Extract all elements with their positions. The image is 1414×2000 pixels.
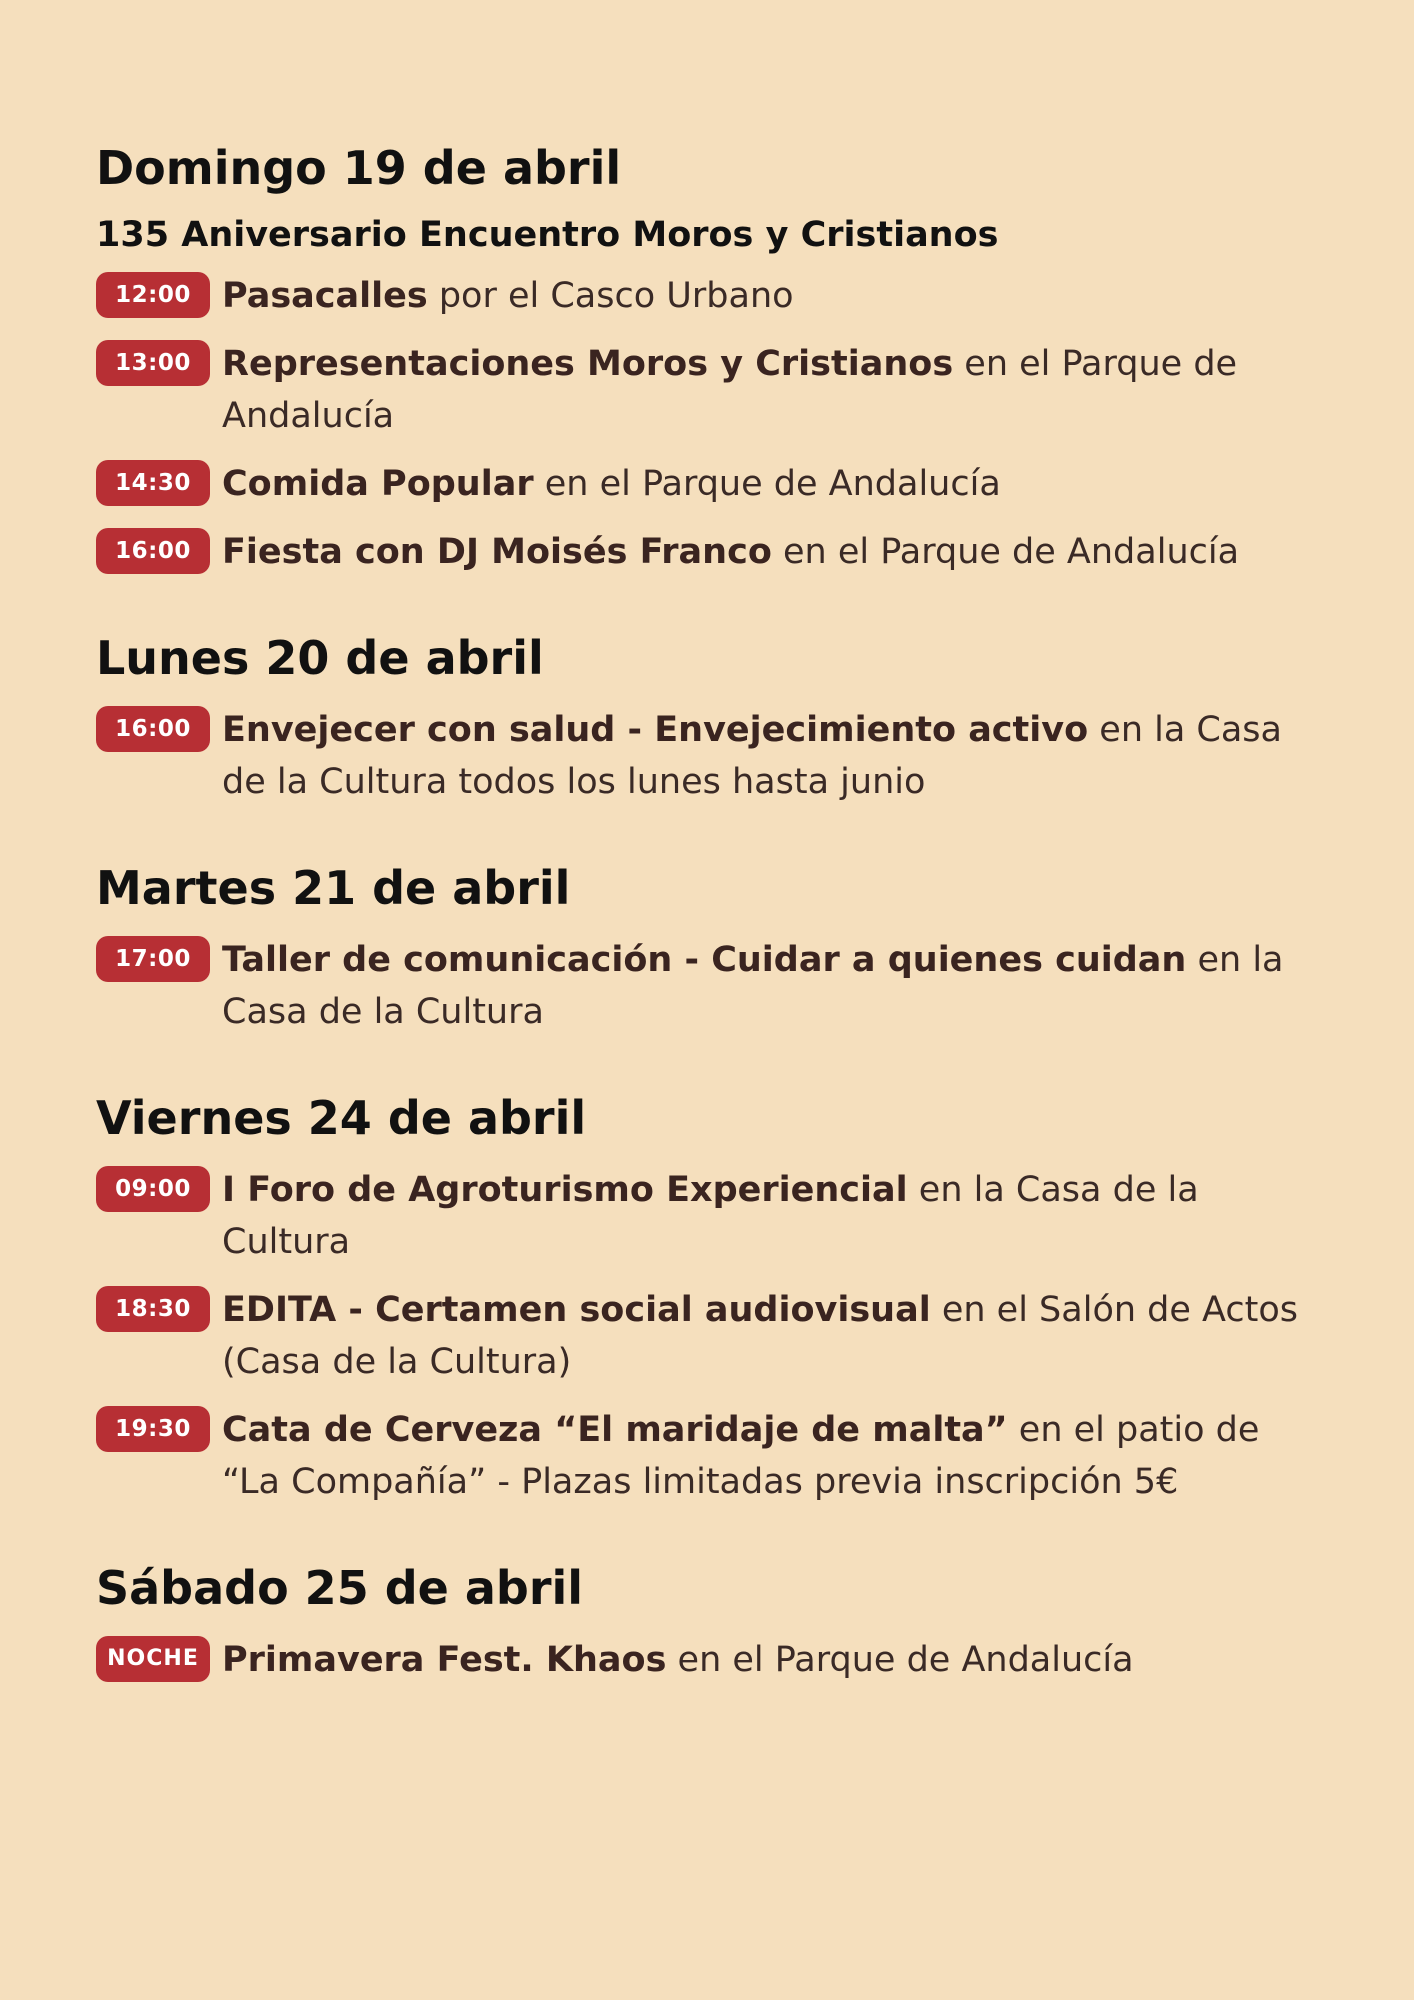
event-title: Pasacalles <box>222 276 428 316</box>
event-text <box>222 338 1326 442</box>
event-text <box>222 1284 1326 1388</box>
time-badge: 14:30 <box>96 460 210 506</box>
day-title: Domingo 19 de abril <box>96 141 622 195</box>
event-title: I Foro de Agroturismo Experiencial <box>222 1170 908 1210</box>
event-text <box>222 934 1326 1038</box>
time-badge: 17:00 <box>96 936 210 982</box>
event-title: Cata de Cerveza “El maridaje de malta” <box>222 1410 1008 1450</box>
day-section <box>96 1084 1326 1508</box>
time-badge: 16:00 <box>96 706 210 752</box>
event-item <box>96 270 1326 322</box>
event-item <box>96 1164 1326 1268</box>
event-location: en la Casa de la Cultura <box>222 940 1284 1032</box>
time-badge: 09:00 <box>96 1166 210 1212</box>
day-section <box>96 1554 1326 1686</box>
day-title: Viernes 24 de abril <box>96 1091 587 1145</box>
event-text <box>222 526 1326 578</box>
event-title: Taller de comunicación - Cuidar a quienes cuidan <box>222 940 1187 980</box>
event-item <box>96 1404 1326 1508</box>
event-title: Fiesta con DJ Moisés Franco <box>222 532 772 572</box>
event-schedule <box>96 134 1326 1732</box>
day-section <box>96 134 1326 578</box>
event-location: en el Parque de Andalucía <box>222 344 1238 436</box>
event-text <box>222 458 1326 510</box>
day-section <box>96 624 1326 808</box>
day-title: Lunes 20 de abril <box>96 631 544 685</box>
event-item <box>96 526 1326 578</box>
event-item <box>96 1284 1326 1388</box>
day-section <box>96 854 1326 1038</box>
event-text <box>222 1404 1326 1508</box>
event-title: Comida Popular <box>222 464 534 504</box>
event-text <box>222 704 1326 808</box>
event-location: en el Salón de Actos (Casa de la Cultura) <box>222 1290 1298 1382</box>
event-item <box>96 934 1326 1038</box>
time-badge: NOCHE <box>96 1636 210 1682</box>
time-badge: 13:00 <box>96 340 210 386</box>
time-badge: 19:30 <box>96 1406 210 1452</box>
event-text <box>222 1164 1326 1268</box>
event-title: Primavera Fest. Khaos <box>222 1640 667 1680</box>
event-title: Representaciones Moros y Cristianos <box>222 344 954 384</box>
time-badge: 12:00 <box>96 272 210 318</box>
event-location: en el Parque de Andalucía <box>533 464 1001 504</box>
event-item <box>96 704 1326 808</box>
event-text <box>222 270 1326 322</box>
time-badge: 16:00 <box>96 528 210 574</box>
day-title: Sábado 25 de abril <box>96 1561 584 1615</box>
event-item <box>96 1634 1326 1686</box>
day-subtitle: 135 Aniversario Encuentro Moros y Cristianos <box>96 215 999 255</box>
event-location: en la Casa de la Cultura todos los lunes hasta junio <box>222 710 1282 802</box>
event-location: por el Casco Urbano <box>427 276 794 316</box>
event-text <box>222 1634 1326 1686</box>
event-location: en el patio de “La Compañía” - Plazas limitadas previa inscripción 5€ <box>222 1410 1260 1502</box>
event-title: Envejecer con salud - Envejecimiento activo <box>222 710 1089 750</box>
event-title: EDITA - Certamen social audiovisual <box>222 1290 931 1330</box>
day-title: Martes 21 de abril <box>96 861 571 915</box>
time-badge: 18:30 <box>96 1286 210 1332</box>
event-item <box>96 338 1326 442</box>
event-location: en la Casa de la Cultura <box>222 1170 1199 1262</box>
event-item <box>96 458 1326 510</box>
event-location: en el Parque de Andalucía <box>666 1640 1134 1680</box>
event-location: en el Parque de Andalucía <box>771 532 1240 572</box>
